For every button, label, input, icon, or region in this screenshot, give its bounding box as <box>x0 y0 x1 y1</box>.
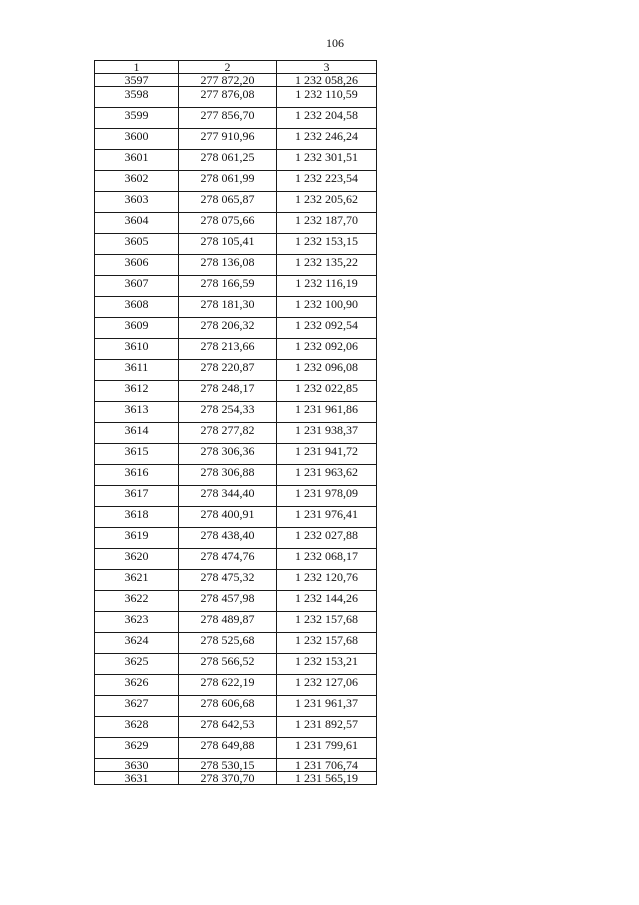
table-row <box>95 717 377 738</box>
y-coordinate-cell: 1 232 187,70 <box>277 213 377 234</box>
table-row <box>95 297 377 318</box>
table-row <box>95 465 377 486</box>
x-coordinate-cell: 278 206,32 <box>179 318 277 339</box>
y-coordinate-cell: 1 232 120,76 <box>277 570 377 591</box>
table-row <box>95 759 377 772</box>
table-row <box>95 234 377 255</box>
table-row <box>95 402 377 423</box>
x-coordinate-cell: 278 344,40 <box>179 486 277 507</box>
table-row <box>95 570 377 591</box>
y-coordinate-cell: 1 232 153,15 <box>277 234 377 255</box>
point-number-cell: 3624 <box>95 633 179 654</box>
table-row <box>95 675 377 696</box>
table-row <box>95 591 377 612</box>
y-coordinate-cell: 1 232 157,68 <box>277 633 377 654</box>
y-coordinate-cell: 1 231 941,72 <box>277 444 377 465</box>
x-coordinate-cell: 277 872,20 <box>179 74 277 87</box>
table-row <box>95 633 377 654</box>
y-coordinate-cell: 1 231 799,61 <box>277 738 377 759</box>
column-header-3: 3 <box>277 61 377 74</box>
y-coordinate-cell: 1 232 157,68 <box>277 612 377 633</box>
table-row <box>95 444 377 465</box>
x-coordinate-cell: 278 649,88 <box>179 738 277 759</box>
x-coordinate-cell: 278 306,88 <box>179 465 277 486</box>
y-coordinate-cell: 1 232 022,85 <box>277 381 377 402</box>
point-number-cell: 3620 <box>95 549 179 570</box>
table-body <box>95 74 377 785</box>
y-coordinate-cell: 1 232 127,06 <box>277 675 377 696</box>
point-number-cell: 3631 <box>95 772 179 785</box>
point-number-cell: 3616 <box>95 465 179 486</box>
y-coordinate-cell: 1 232 100,90 <box>277 297 377 318</box>
table-row <box>95 738 377 759</box>
table-row <box>95 129 377 150</box>
table-row <box>95 549 377 570</box>
x-coordinate-cell: 277 856,70 <box>179 108 277 129</box>
x-coordinate-cell: 278 370,70 <box>179 772 277 785</box>
y-coordinate-cell: 1 232 246,24 <box>277 129 377 150</box>
point-number-cell: 3621 <box>95 570 179 591</box>
y-coordinate-cell: 1 231 892,57 <box>277 717 377 738</box>
point-number-cell: 3597 <box>95 74 179 87</box>
table-row <box>95 74 377 87</box>
page-number: 106 <box>326 36 344 50</box>
table-row <box>95 654 377 675</box>
y-coordinate-cell: 1 232 068,17 <box>277 549 377 570</box>
table-row <box>95 192 377 213</box>
table-row <box>95 486 377 507</box>
point-number-cell: 3608 <box>95 297 179 318</box>
table-row <box>95 318 377 339</box>
point-number-cell: 3612 <box>95 381 179 402</box>
table-row <box>95 612 377 633</box>
x-coordinate-cell: 278 525,68 <box>179 633 277 654</box>
x-coordinate-cell: 278 306,36 <box>179 444 277 465</box>
point-number-cell: 3615 <box>95 444 179 465</box>
x-coordinate-cell: 278 075,66 <box>179 213 277 234</box>
x-coordinate-cell: 278 475,32 <box>179 570 277 591</box>
y-coordinate-cell: 1 231 565,19 <box>277 772 377 785</box>
point-number-cell: 3607 <box>95 276 179 297</box>
y-coordinate-cell: 1 231 978,09 <box>277 486 377 507</box>
x-coordinate-cell: 278 248,17 <box>179 381 277 402</box>
point-number-cell: 3627 <box>95 696 179 717</box>
x-coordinate-cell: 278 065,87 <box>179 192 277 213</box>
y-coordinate-cell: 1 232 301,51 <box>277 150 377 171</box>
x-coordinate-cell: 278 438,40 <box>179 528 277 549</box>
point-number-cell: 3626 <box>95 675 179 696</box>
point-number-cell: 3614 <box>95 423 179 444</box>
table-row <box>95 507 377 528</box>
header-row <box>95 61 377 74</box>
table-row <box>95 255 377 276</box>
y-coordinate-cell: 1 232 223,54 <box>277 171 377 192</box>
table-row <box>95 150 377 171</box>
y-coordinate-cell: 1 232 153,21 <box>277 654 377 675</box>
x-coordinate-cell: 278 277,82 <box>179 423 277 444</box>
y-coordinate-cell: 1 232 058,26 <box>277 74 377 87</box>
point-number-cell: 3601 <box>95 150 179 171</box>
y-coordinate-cell: 1 231 961,37 <box>277 696 377 717</box>
table-row <box>95 213 377 234</box>
table-row <box>95 381 377 402</box>
coordinates-table <box>94 60 377 785</box>
point-number-cell: 3599 <box>95 108 179 129</box>
x-coordinate-cell: 278 220,87 <box>179 360 277 381</box>
table-row <box>95 171 377 192</box>
point-number-cell: 3604 <box>95 213 179 234</box>
point-number-cell: 3622 <box>95 591 179 612</box>
point-number-cell: 3617 <box>95 486 179 507</box>
x-coordinate-cell: 277 910,96 <box>179 129 277 150</box>
y-coordinate-cell: 1 232 092,54 <box>277 318 377 339</box>
x-coordinate-cell: 278 400,91 <box>179 507 277 528</box>
x-coordinate-cell: 278 105,41 <box>179 234 277 255</box>
point-number-cell: 3613 <box>95 402 179 423</box>
point-number-cell: 3625 <box>95 654 179 675</box>
x-coordinate-cell: 277 876,08 <box>179 87 277 108</box>
point-number-cell: 3605 <box>95 234 179 255</box>
table-row <box>95 276 377 297</box>
y-coordinate-cell: 1 232 205,62 <box>277 192 377 213</box>
table-row <box>95 360 377 381</box>
point-number-cell: 3606 <box>95 255 179 276</box>
table-row <box>95 528 377 549</box>
point-number-cell: 3603 <box>95 192 179 213</box>
column-header-2: 2 <box>179 61 277 74</box>
point-number-cell: 3623 <box>95 612 179 633</box>
x-coordinate-cell: 278 474,76 <box>179 549 277 570</box>
y-coordinate-cell: 1 231 963,62 <box>277 465 377 486</box>
point-number-cell: 3619 <box>95 528 179 549</box>
table-row <box>95 87 377 108</box>
point-number-cell: 3610 <box>95 339 179 360</box>
y-coordinate-cell: 1 232 092,06 <box>277 339 377 360</box>
point-number-cell: 3629 <box>95 738 179 759</box>
x-coordinate-cell: 278 566,52 <box>179 654 277 675</box>
x-coordinate-cell: 278 136,08 <box>179 255 277 276</box>
y-coordinate-cell: 1 232 110,59 <box>277 87 377 108</box>
x-coordinate-cell: 278 213,66 <box>179 339 277 360</box>
x-coordinate-cell: 278 606,68 <box>179 696 277 717</box>
y-coordinate-cell: 1 231 961,86 <box>277 402 377 423</box>
table-row <box>95 423 377 444</box>
x-coordinate-cell: 278 166,59 <box>179 276 277 297</box>
x-coordinate-cell: 278 489,87 <box>179 612 277 633</box>
x-coordinate-cell: 278 181,30 <box>179 297 277 318</box>
x-coordinate-cell: 278 622,19 <box>179 675 277 696</box>
y-coordinate-cell: 1 232 204,58 <box>277 108 377 129</box>
y-coordinate-cell: 1 231 706,74 <box>277 759 377 772</box>
x-coordinate-cell: 278 061,99 <box>179 171 277 192</box>
y-coordinate-cell: 1 232 116,19 <box>277 276 377 297</box>
y-coordinate-cell: 1 232 135,22 <box>277 255 377 276</box>
point-number-cell: 3600 <box>95 129 179 150</box>
table-row <box>95 696 377 717</box>
x-coordinate-cell: 278 254,33 <box>179 402 277 423</box>
x-coordinate-cell: 278 530,15 <box>179 759 277 772</box>
x-coordinate-cell: 278 457,98 <box>179 591 277 612</box>
y-coordinate-cell: 1 231 976,41 <box>277 507 377 528</box>
table-row <box>95 772 377 785</box>
point-number-cell: 3611 <box>95 360 179 381</box>
point-number-cell: 3628 <box>95 717 179 738</box>
point-number-cell: 3630 <box>95 759 179 772</box>
x-coordinate-cell: 278 642,53 <box>179 717 277 738</box>
point-number-cell: 3598 <box>95 87 179 108</box>
y-coordinate-cell: 1 231 938,37 <box>277 423 377 444</box>
x-coordinate-cell: 278 061,25 <box>179 150 277 171</box>
table-row <box>95 339 377 360</box>
y-coordinate-cell: 1 232 144,26 <box>277 591 377 612</box>
point-number-cell: 3618 <box>95 507 179 528</box>
y-coordinate-cell: 1 232 027,88 <box>277 528 377 549</box>
point-number-cell: 3609 <box>95 318 179 339</box>
table-row <box>95 108 377 129</box>
point-number-cell: 3602 <box>95 171 179 192</box>
y-coordinate-cell: 1 232 096,08 <box>277 360 377 381</box>
column-header-1: 1 <box>95 61 179 74</box>
